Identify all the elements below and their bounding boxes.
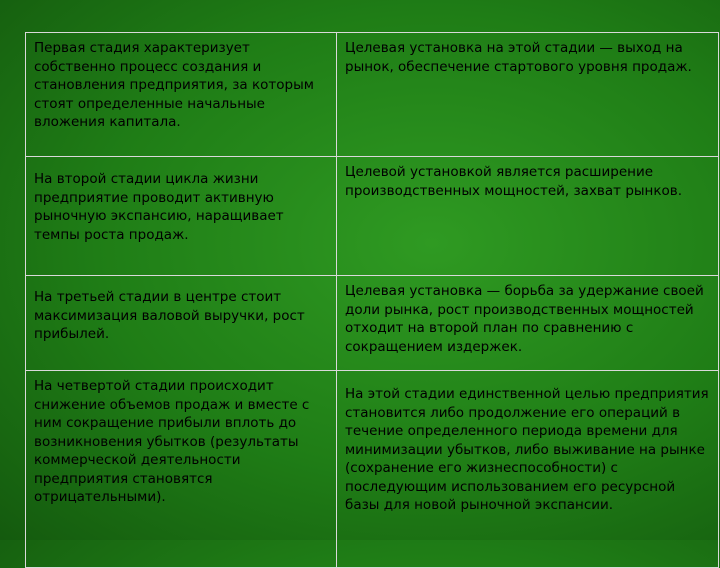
- table-row: [26, 371, 719, 568]
- stage-description-text: Первая стадия характеризует собственно процесс создания и становления предприятия, за которым стоят определенные начальные вложения капитала.: [34, 40, 314, 130]
- stage-description-text: На четвертой стадии происходит снижение объемов продаж и вместе с ним сокращение прибыли вплоть до возникновения убытков (результаты коммерческой деятельности предприятия становятся отрицательными).: [34, 378, 310, 505]
- stage-description-cell: [26, 371, 337, 568]
- stage-goal-text: На этой стадии единственной целью предприятия становится либо продолжение его операций в течение определенного периода времени для минимизации убытков, либо выживание на рынке (сохранение его жизнеспособности) с последующим использованием его ресурсной базы для новой рыночной экспансии.: [345, 386, 709, 513]
- table-row: [26, 276, 719, 371]
- stage-description-text: На второй стадии цикла жизни предприятие проводит активную рыночную экспансию, наращивает темпы роста продаж.: [34, 171, 284, 243]
- table-row: [26, 157, 719, 276]
- stage-goal-cell: [337, 371, 719, 568]
- stage-description-cell: [26, 33, 337, 157]
- stage-goal-cell: [337, 157, 719, 276]
- stage-description-cell: [26, 157, 337, 276]
- stage-goal-cell: [337, 33, 719, 157]
- stages-table: [25, 32, 719, 568]
- stage-description-text: На третьей стадии в центре стоит максимизация валовой выручки, рост прибылей.: [34, 289, 305, 342]
- stage-goal-text: Целевая установка — борьба за удержание своей доли рынка, рост производственных мощностей отходит на второй план по сравнению с сокращением издержек.: [345, 283, 704, 355]
- stage-goal-text: Целевая установка на этой стадии — выход на рынок, обеспечение стартового уровня продаж.: [345, 40, 692, 75]
- stage-goal-cell: [337, 276, 719, 371]
- stage-description-cell: [26, 276, 337, 371]
- table-row: [26, 33, 719, 157]
- stage-goal-text: Целевой установкой является расширение производственных мощностей, захват рынков.: [345, 164, 683, 199]
